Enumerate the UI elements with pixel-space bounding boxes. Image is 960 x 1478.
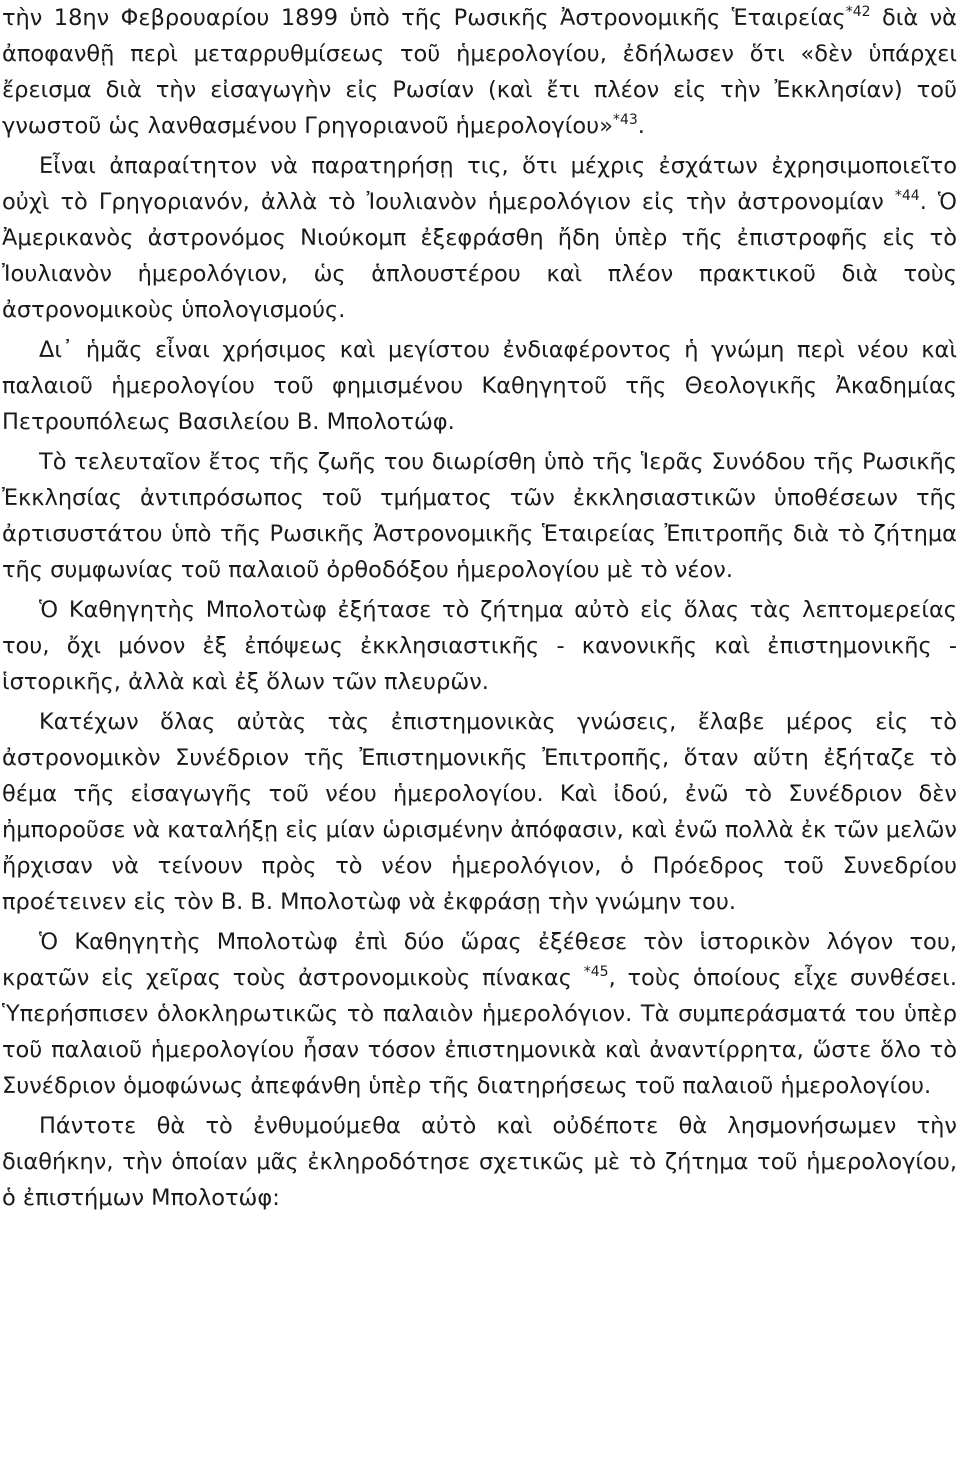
paragraph-text: τὴν 18ην Φεβρουαρίου 1899 ὑπὸ τῆς Ρωσικῆς Ἀστρονομικῆς Ἑταιρείας	[2, 5, 846, 31]
footnote-reference: *44	[894, 188, 920, 204]
paragraph-text: Τὸ τελευταῖον ἔτος τῆς ζωῆς του διωρίσθη ὑπὸ τῆς Ἱερᾶς Συνόδου τῆς Ρωσικῆς Ἐκκλησίας ἀντιπρόσωπος τοῦ τμήματος τῶν ἐκκλησιαστικῶν ὑποθέσεων τῆς ἀρτισυστάτου ὑπὸ τῆς Ρωσικῆς Ἀστρονομικῆς Ἑταιρείας Ἐπιτροπῆς διὰ τὸ ζήτημα τῆς συμφωνίας τοῦ παλαιοῦ ὀρθοδόξου ἡμερολογίου μὲ τὸ νέον.	[2, 449, 957, 583]
paragraph-text: διὰ νὰ ἀποφανθῇ περὶ μεταρρυθμίσεως τοῦ ἡμερολογίου, ἐδήλωσεν ὅτι «δὲν ὑπάρχει ἔρεισμα διὰ τὴν εἰσαγωγὴν εἰς Ρωσίαν (καὶ ἔτι πλέον εἰς τὴν Ἐκκλησίαν) τοῦ γνωστοῦ ὡς λανθασμένου Γρηγοριανοῦ ἡμερολογίου»	[2, 5, 957, 139]
paragraph-text: Ὁ Καθηγητὴς Μπολοτὼφ ἐξήτασε τὸ ζήτημα αὐτὸ εἰς ὅλας τὰς λεπτομερείας του, ὄχι μόνον ἐξ ἐπόψεως ἐκκλησιαστικῆς - κανονικῆς καὶ ἐπιστημονικῆς - ἱστορικῆς, ἀλλὰ καὶ ἐξ ὅλων τῶν πλευρῶν.	[2, 597, 957, 695]
body-paragraph	[2, 332, 957, 440]
paragraph-text: , τοὺς ὁποίους εἶχε συνθέσει. Ὑπερήσπισεν ὁλοκληρωτικῶς τὸ παλαιὸν ἡμερολόγιον. Τὰ συμπεράσματά του ὑπὲρ τοῦ παλαιοῦ ἡμερολογίου ἦσαν τόσον ἐπιστημονικὰ καὶ ἀναντίρρητα, ὥστε ὅλο τὸ Συνέδριον ὁμοφώνως ἀπεφάνθη ὑπὲρ τῆς διατηρήσεως τοῦ παλαιοῦ ἡμερολογίου.	[2, 965, 957, 1099]
paragraph-text: Εἶναι ἀπαραίτητον νὰ παρατηρήσῃ τις, ὅτι μέχρις ἐσχάτων ἐχρησιμοποιεῖτο οὐχὶ τὸ Γρηγοριανόν, ἀλλὰ τὸ Ἰουλιανὸν ἡμερολόγιον εἰς τὴν ἀστρονομίαν	[2, 153, 957, 215]
footnote-reference: *42	[845, 4, 871, 20]
body-paragraph	[2, 1108, 957, 1216]
paragraph-text: Πάντοτε θὰ τὸ ἐνθυμούμεθα αὐτὸ καὶ οὐδέποτε θὰ λησμονήσωμεν τὴν διαθήκην, τὴν ὁποίαν μᾶς ἐκληροδότησε σχετικῶς μὲ τὸ ζήτημα τοῦ ἡμερολογίου, ὁ ἐπιστήμων Μπολοτώφ:	[2, 1113, 957, 1211]
body-paragraph	[2, 444, 957, 588]
body-paragraph	[2, 924, 957, 1104]
paragraph-text: Ὁ Καθηγητὴς Μπολοτὼφ ἐπὶ δύο ὥρας ἐξέθεσε τὸν ἱστορικὸν λόγον του, κρατῶν εἰς χεῖρας τοὺς ἀστρονομικοὺς πίνακας	[2, 929, 957, 991]
body-paragraph	[2, 0, 957, 144]
body-paragraph	[2, 592, 957, 700]
paragraph-text: Δι᾿ ἡμᾶς εἶναι χρήσιμος καὶ μεγίστου ἐνδιαφέροντος ἡ γνώμη περὶ νέου καὶ παλαιοῦ ἡμερολογίου τοῦ φημισμένου Καθηγητοῦ τῆς Θεολογικῆς Ἀκαδημίας Πετρουπόλεως Βασιλείου Β. Μπολοτώφ.	[2, 337, 957, 435]
paragraph-text: Κατέχων ὅλας αὐτὰς τὰς ἐπιστημονικὰς γνώσεις, ἔλαβε μέρος εἰς τὸ ἀστρονομικὸν Συνέδριον τῆς Ἐπιστημονικῆς Ἐπιτροπῆς, ὅταν αὕτη ἐξήταζε τὸ θέμα τῆς εἰσαγωγῆς τοῦ νέου ἡμερολογίου. Καὶ ἰδού, ἐνῶ τὸ Συνέδριον δὲν ἠμποροῦσε νὰ καταλήξῃ εἰς μίαν ὡρισμένην ἀπόφασιν, καὶ ἐνῶ πολλὰ ἐκ τῶν μελῶν ἤρχισαν νὰ τείνουν πρὸς τὸ νέον ἡμερολόγιον, ὁ Πρόεδρος τοῦ Συνεδρίου προέτεινεν εἰς τὸν Β. Β. Μπολοτὼφ νὰ ἐκφράσῃ τὴν γνώμην του.	[2, 709, 957, 915]
body-paragraph	[2, 704, 957, 920]
footnote-reference: *43	[612, 112, 638, 128]
footnote-reference: *45	[583, 964, 609, 980]
paragraph-text: . Ὁ Ἀμερικανὸς ἀστρονόμος Νιούκομπ ἐξεφράσθη ἤδη ὑπὲρ τῆς ἐπιστροφῆς εἰς τὸ Ἰουλιανὸν ἡμερολόγιον, ὡς ἁπλουστέρου καὶ πλέον πρακτικοῦ διὰ τοὺς ἀστρονομικοὺς ὑπολογισμούς.	[2, 189, 957, 323]
body-paragraph	[2, 148, 957, 328]
paragraph-text: .	[637, 113, 645, 139]
